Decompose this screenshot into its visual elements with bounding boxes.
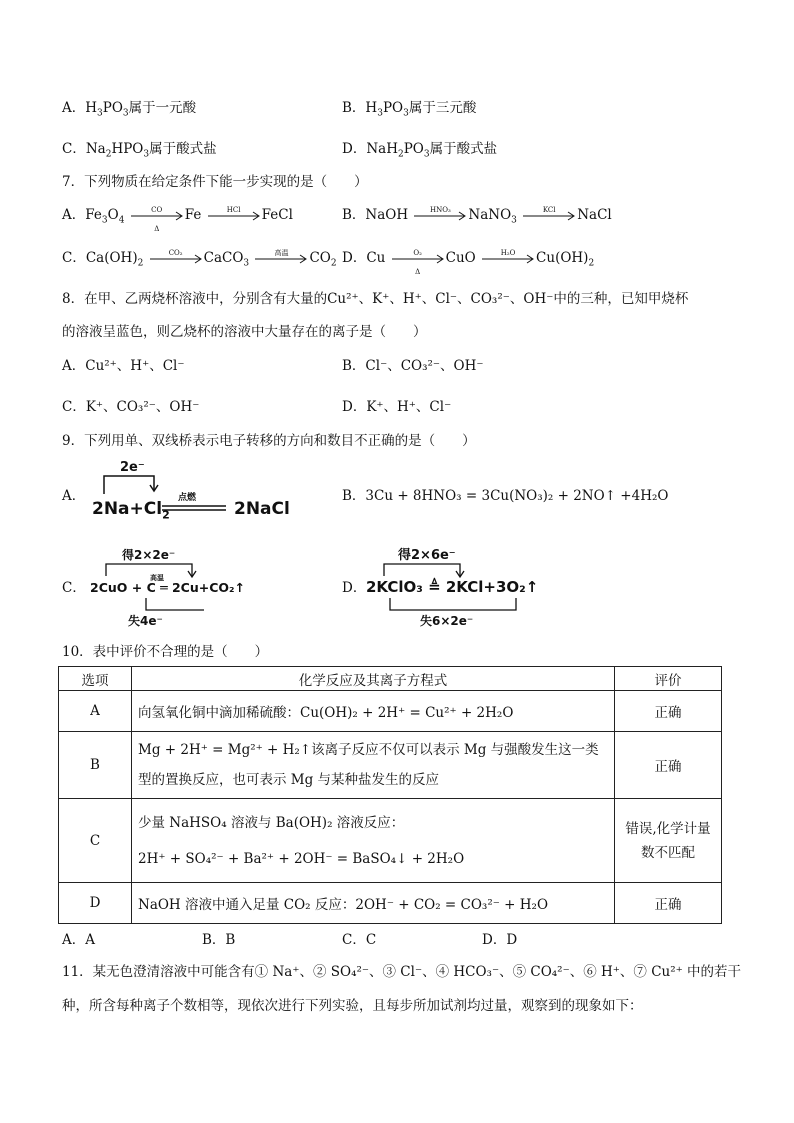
arrow-icon: HNO₃ [414,209,466,223]
q9-d-loss: 失6×2e⁻ [420,614,474,628]
table-cell-option: C [59,799,132,883]
table-cell-option: A [59,691,132,732]
table-row [59,691,722,732]
q9-a-electron-count: 2e⁻ [120,460,145,475]
q9-d-equation: 2KClO₃ ≜ 2KCl+3O₂↑ [366,578,539,596]
q10-stem: 10．表中评价不合理的是（ ） [62,644,269,660]
q9-d-gain: 得2×6e⁻ [398,548,456,563]
q10-option-b[interactable]: B．B [202,932,236,948]
q7-option-a[interactable]: A．$Fe_3O_4$ CO Δ Fe HCl FeCl [62,205,293,233]
q6-option-b[interactable]: B．$H_3PO_3$属于三元酸 [342,100,477,119]
q9-c-gain: 得2×2e⁻ [122,548,176,562]
q11-stem-line1: 11．某无色澄清溶液中可能含有① Na⁺、② SO₄²⁻、③ Cl⁻、④ HCO₃⁻、⑤ CO₄²⁻、⑥ H⁺、⑦ Cu²⁺ 中的若干 [62,964,742,980]
table-cell-equation: NaOH 溶液中通入足量 CO₂ 反应：2OH⁻ + CO₂ = CO₃²⁻ + H₂O [132,883,615,924]
table-cell-eval: 正确 [615,691,722,732]
table-cell-eval: 正确 [615,883,722,924]
q10-option-c[interactable]: C．C [342,932,377,948]
table-header-row [59,667,722,691]
arrow-icon: H₂O [482,252,534,266]
q9-a-bridge-icon [96,470,166,496]
q9-a-equals-icon [162,503,228,513]
q11-stem-line2: 种，所含每种离子个数相等，现依次进行下列实验，且每步所加试剂均过量，观察到的现象如下： [62,998,643,1014]
q8-stem-line1: 8．在甲、乙两烧杯溶液中，分别含有大量的Cu²⁺、K⁺、H⁺、Cl⁻、CO₃²⁻、OH⁻中的三种，已知甲烧杯 [62,291,689,307]
arrow-icon: 高温 [255,252,307,266]
q9-c-equation: 2CuO + C ═ 2Cu+CO₂↑ [90,580,245,595]
table-header: 评价 [615,667,722,691]
table-row [59,883,722,924]
q9-stem: 9．下列用单、双线桥表示电子转移的方向和数目不正确的是（ ） [62,433,476,449]
table-cell-equation: Mg + 2H⁺ = Mg²⁺ + H₂↑该离子反应不仅可以表示 Mg 与强酸发生这一类 型的置换反应，也可表示 Mg 与某种盐发生的反应 [132,732,615,799]
q9-c-condition: 高温 [150,574,164,582]
table-header: 化学反应及其离子方程式 [132,667,615,691]
table-header: 选项 [59,667,132,691]
q9-option-c-label[interactable]: C． [62,580,86,596]
arrow-icon: CO₂ [150,252,202,266]
table-cell-equation: 少量 NaHSO₄ 溶液与 Ba(OH)₂ 溶液反应： 2H⁺ + SO₄²⁻ + Ba²⁺ + 2OH⁻ = BaSO₄↓ + 2H₂O [132,799,615,883]
q6-option-a[interactable]: A．$H_3PO_3$属于一元酸 [62,100,197,119]
q7-stem: 7．下列物质在给定条件下能一步实现的是（ ） [62,174,368,190]
q8-option-c[interactable]: C．K⁺、CO₃²⁻、OH⁻ [62,399,200,415]
arrow-icon: HCl [208,209,260,223]
arrow-icon: CO Δ [131,209,183,223]
table-row [59,732,722,799]
table-cell-equation: 向氢氧化铜中滴加稀硫酸：Cu(OH)₂ + 2H⁺ = Cu²⁺ + 2H₂O [132,691,615,732]
table-row [59,799,722,883]
q10-option-a[interactable]: A．A [62,932,95,948]
q9-option-a-label[interactable]: A． [62,488,86,504]
q6-option-c[interactable]: C．$Na_2HPO_3$属于酸式盐 [62,141,217,160]
q8-option-d[interactable]: D．K⁺、H⁺、Cl⁻ [342,399,452,415]
table-cell-eval: 正确 [615,732,722,799]
q8-stem-line2: 的溶液呈蓝色，则乙烧杯的溶液中大量存在的离子是（ ） [62,324,427,340]
q10-option-d[interactable]: D．D [482,932,518,948]
q9-a-product: 2NaCl [234,499,290,519]
table-cell-option: D [59,883,132,924]
table-cell-option: B [59,732,132,799]
q8-option-a[interactable]: A．Cu²⁺、H⁺、Cl⁻ [62,358,185,374]
q9-a-reactants: $2Na+Cl_2$ [92,499,170,522]
q9-a-condition: 点燃 [178,493,197,503]
table-cell-eval: 错误,化学计量 数不匹配 [615,799,722,883]
q9-c-loss: 失4e⁻ [128,614,163,628]
q9-option-b[interactable]: B．3Cu + 8HNO₃ = 3Cu(NO₃)₂ + 2NO↑ +4H₂O [342,488,669,504]
q8-option-b[interactable]: B．Cl⁻、CO₃²⁻、OH⁻ [342,358,484,374]
q9-option-d-label[interactable]: D． [342,580,367,596]
q7-option-b[interactable]: B．NaOH HNO₃ NaNO$_3$ KCl NaCl [342,205,612,226]
q7-option-d[interactable]: D．Cu O₂ Δ CuO H₂O $Cu(OH)_2$ [342,248,595,276]
q6-option-d[interactable]: D．$NaH_2PO_3$属于酸式盐 [342,141,498,160]
q7-option-c[interactable]: C．$Ca(OH)_2$ CO₂ CaCO$_3$ 高温 $CO_2$ [62,248,337,269]
arrow-icon: O₂ Δ [392,252,444,266]
arrow-icon: KCl [523,209,575,223]
q10-table [58,666,722,924]
